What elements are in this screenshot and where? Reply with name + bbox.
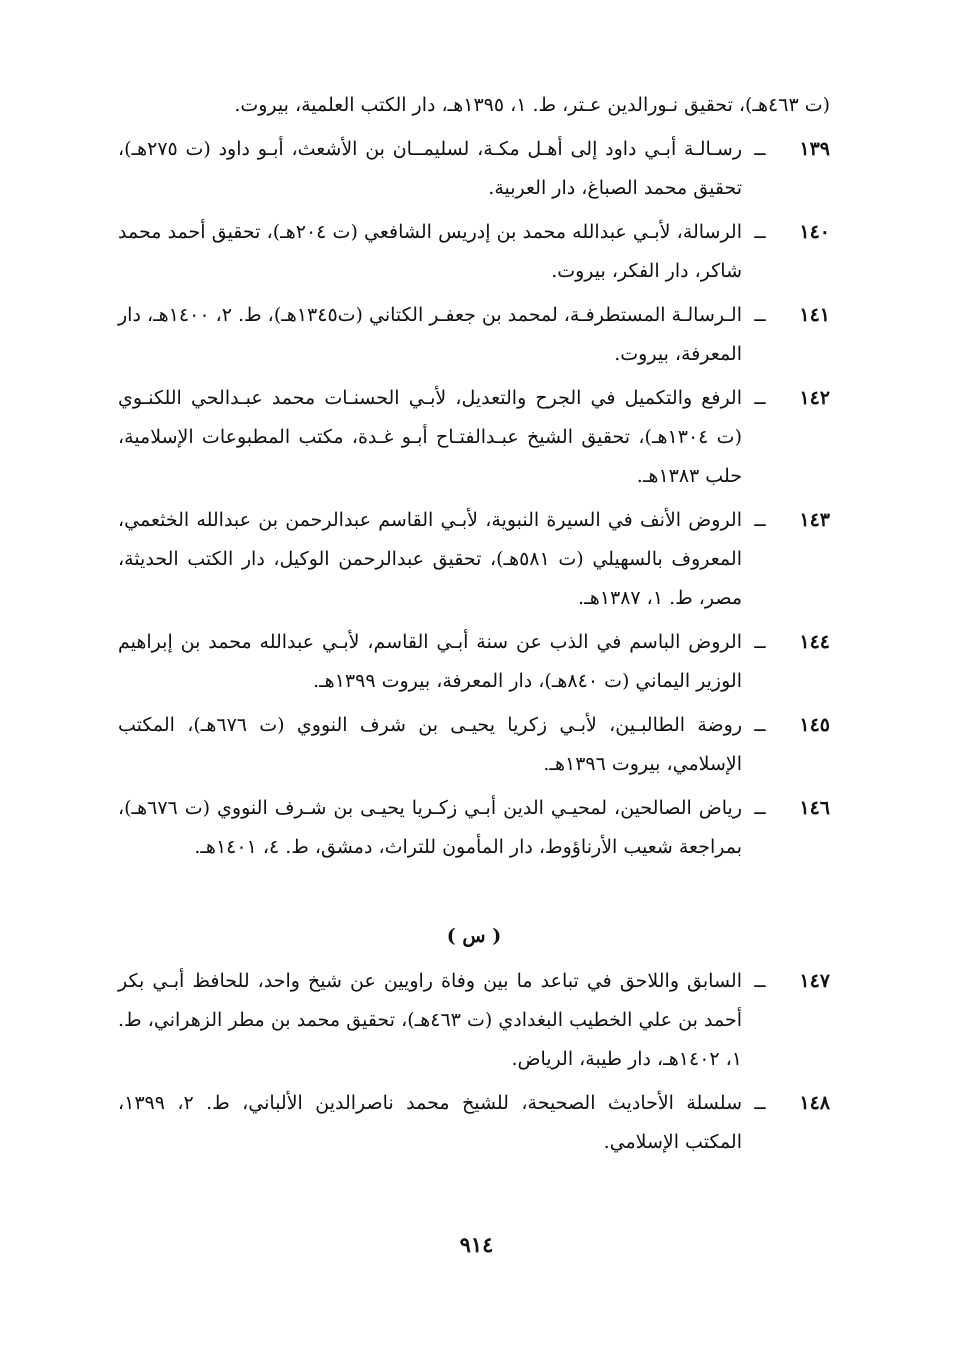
entry-dash: ــ <box>754 304 766 326</box>
entry-number: ١٣٩ <box>799 138 830 160</box>
entry-text: الرسالة، لأبـي عبدالله محمد بن إدريس الشافعي (ت ٢٠٤هـ)، تحقيق أحمد محمد شاكر، دار الفكر، بيروت. <box>118 221 742 282</box>
entry-dash: ــ <box>754 631 766 653</box>
entry-text: روضة الطالبـين، لأبـي زكريا يحيـى بن شرف النووي (ت ٦٧٦هـ)، المكتب الإسلامي، بيروت ١٣٩٦هـ. <box>118 714 743 775</box>
entry-dash: ــ <box>754 1092 766 1114</box>
bibliography-entry <box>118 962 830 1079</box>
entry-text: الـرسالـة المستطرفـة، لمحمد بن جعفـر الكتاني (ت١٣٤٥هـ)، ط. ٢، ١٤٠٠هـ، دار المعرفة، بيروت. <box>118 304 742 365</box>
bibliography-entry <box>118 1084 830 1162</box>
bibliography-page <box>118 86 830 1162</box>
section-heading: ( س ) <box>446 925 502 947</box>
entry-number: ١٤٠ <box>799 221 830 243</box>
entry-dash: ــ <box>754 509 766 531</box>
bibliography-entry <box>118 379 830 496</box>
bibliography-entry <box>118 789 830 867</box>
entry-dash: ــ <box>754 970 766 992</box>
entry-number: ١٤٦ <box>799 797 830 819</box>
entry-number: ١٤٨ <box>799 1092 830 1114</box>
bibliography-entry <box>118 213 830 291</box>
entry-dash: ــ <box>754 714 766 736</box>
entry-number: ١٤٥ <box>799 714 830 736</box>
entry-dash: ــ <box>754 797 766 819</box>
entry-dash: ــ <box>754 387 766 409</box>
bibliography-entry <box>118 296 830 374</box>
entry-text: رياض الصالحين، لمحيـي الدين أبـي زكـريا يحيـى بن شـرف النووي (ت ٦٧٦هـ)، بمراجعة شعيب الأرناؤوط، دار المأمون للتراث، دمشق، ط. ٤، ١٤٠١هـ. <box>118 797 742 858</box>
entry-text: الروض الباسم في الذب عن سنة أبـي القاسم، لأبـي عبدالله محمد بن إبراهيم الوزير اليماني (ت ٨٤٠هـ)، دار المعرفة، بيروت ١٣٩٩هـ. <box>118 631 742 692</box>
entry-number: ١٤١ <box>799 304 830 326</box>
entry-text: رسـالـة أبـي داود إلى أهـل مكـة، لسليمــان بن الأشعث، أبـو داود (ت ٢٧٥هـ)، تحقيق محمد الصباغ، دار العربية. <box>118 138 742 199</box>
entry-number: ١٤٣ <box>799 509 830 531</box>
entry-text: الرفع والتكميل في الجرح والتعديل، لأبـي الحسنـات محمد عبـدالحي اللكنـوي (ت ١٣٠٤هـ)، تحقيق الشيخ عبـدالفتـاح أبـو غـدة، مكتب المطبوعات الإسلامية، حلب ١٣٨٣هـ. <box>118 387 742 487</box>
entry-number: ١٤٧ <box>799 970 830 992</box>
bibliography-entry <box>118 501 830 618</box>
entry-text: الروض الأنف في السيرة النبوية، لأبـي القاسم عبدالرحمن بن عبدالله الخثعمي، المعروف بالسهيلي (ت ٥٨١هـ)، تحقيق عبدالرحمن الوكيل، دار الكتب الحديثة، مصر، ط. ١، ١٣٨٧هـ. <box>118 509 742 609</box>
page-number: ٩١٤ <box>459 1232 494 1257</box>
entry-text: السابق واللاحق في تباعد ما بين وفاة راويين عن شيخ واحد، للحافظ أبـي بكر أحمد بن علي الخطيب البغدادي (ت ٤٦٣هـ)، تحقيق محمد بن مطر الزهراني، ط. ١، ١٤٠٢هـ، دار طيبة، الرياض. <box>118 970 742 1070</box>
entry-dash: ــ <box>754 221 766 243</box>
continuation-text: (ت ٤٦٣هـ)، تحقيق نـورالدين عـتر، ط. ١، ١٣٩٥هـ، دار الكتب العلمية، بيروت. <box>234 94 830 116</box>
bibliography-entry <box>118 706 830 784</box>
entry-text: سلسلة الأحاديث الصحيحة، للشيخ محمد ناصرالدين الألباني، ط. ٢، ١٣٩٩، المكتب الإسلامي. <box>118 1092 743 1153</box>
bibliography-entry <box>118 130 830 208</box>
entry-number: ١٤٢ <box>799 387 830 409</box>
bibliography-entry <box>118 623 830 701</box>
entry-dash: ــ <box>754 138 766 160</box>
entry-number: ١٤٤ <box>799 631 830 653</box>
